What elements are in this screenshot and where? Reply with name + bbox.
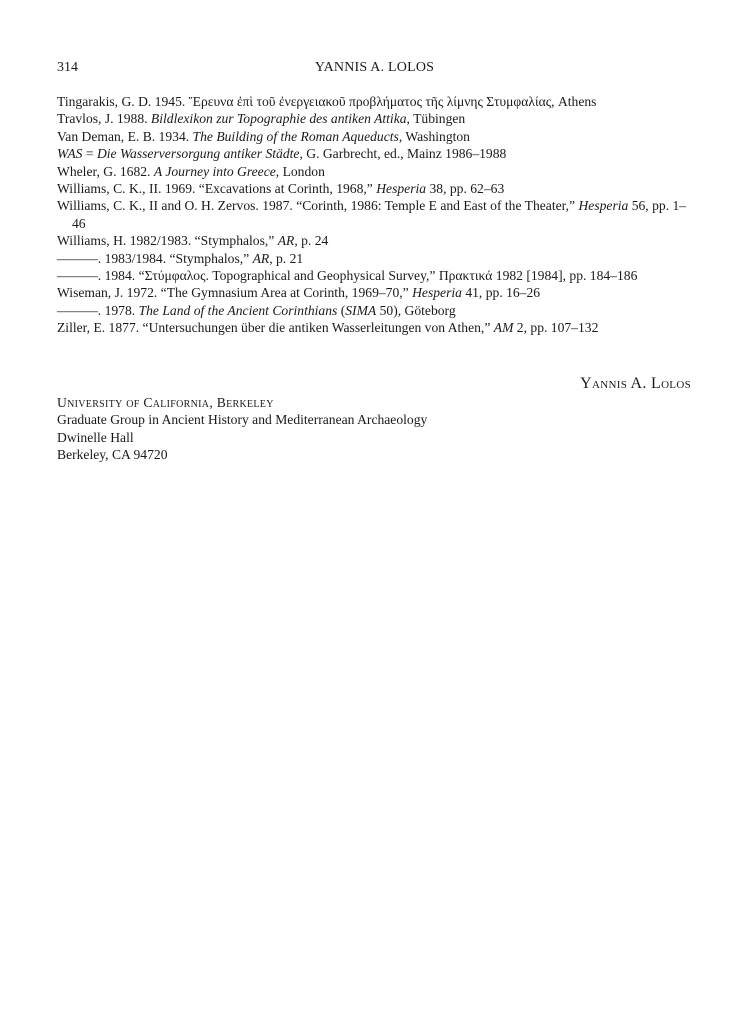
bibliography-text: 56, pp. 1–46: [72, 198, 687, 231]
bibliography-italic-text: Hesperia: [578, 198, 629, 214]
bibliography-entry: [57, 145, 697, 162]
bibliography-text: , Athens: [551, 94, 597, 109]
bibliography-text: Tingarakis, G. D. 1945.: [57, 94, 189, 109]
affiliation-city: Berkeley, CA 94720: [57, 447, 168, 463]
bibliography-text: Williams, C. K., II. 1969. “Excavations at Corinth, 1968,”: [57, 181, 377, 197]
bibliography-text: 38, pp. 62–63: [426, 181, 505, 197]
running-title: YANNIS A. LOLOS: [314, 60, 435, 75]
bibliography-entry: [57, 180, 697, 197]
bibliography-text: , Washington: [398, 128, 470, 144]
bibliography-text: , Tübingen: [406, 111, 466, 127]
bibliography-italic-text: WAS: [57, 146, 83, 162]
bibliography-italic-text: The Building of the Roman Aqueducts: [192, 128, 399, 144]
running-head: [57, 60, 692, 80]
bibliography-text: 50), Göteborg: [376, 302, 456, 318]
bibliography-text: ———. 1978.: [57, 302, 139, 318]
bibliography-entry: [57, 163, 697, 180]
affiliation-building: Dwinelle Hall: [57, 429, 134, 445]
affiliation-department: Graduate Group in Ancient History and Mediterranean Archaeology: [57, 412, 428, 428]
bibliography-text: 41, pp. 16–26: [461, 285, 541, 301]
bibliography-text: ———. 1983/1984. “Stymphalos,”: [57, 250, 253, 266]
bibliography-italic-text: Hesperia: [376, 181, 427, 197]
bibliography-text: , p. 24: [294, 233, 329, 249]
bibliography-text: , G. Garbrecht, ed., Mainz 1986–1988: [299, 146, 507, 162]
bibliography-text: (: [337, 302, 346, 318]
bibliography-text: , p. 21: [269, 250, 304, 266]
bibliography-entry: [57, 128, 697, 145]
bibliography-text: Ἔρευνα ἐπὶ τοῦ ἐνεργειακοῦ προβλήματος τῆς λίμνης Στυμφαλίας: [188, 94, 552, 109]
bibliography-italic-text: The Land of the Ancient Corinthians: [138, 302, 338, 318]
bibliography-italic-text: AR: [252, 250, 270, 266]
author-affiliation: [57, 394, 427, 464]
bibliography-italic-text: A Journey into Greece: [153, 163, 276, 179]
bibliography-entry: [57, 319, 697, 336]
affiliation-institution: University of California, Berkeley: [57, 395, 274, 410]
bibliography-text: Travlos, J. 1988.: [57, 111, 151, 127]
page-number: 314: [57, 60, 78, 75]
bibliography-italic-text: Die Wasserversorgung antiker Städte: [96, 146, 300, 162]
bibliography-entry: [57, 267, 697, 284]
bibliography-italic-text: AM: [493, 320, 514, 336]
bibliography-list: [57, 93, 697, 337]
bibliography-text: Van Deman, E. B. 1934.: [57, 128, 193, 144]
bibliography-entry: [57, 302, 697, 319]
author-signature: Yannis A. Lolos: [580, 375, 691, 392]
bibliography-text: 2, pp. 107–132: [513, 320, 599, 336]
bibliography-entry: [57, 232, 697, 249]
bibliography-text: ———. 1984. “Στύμφαλος. Topographical and Geophysical Survey,” Πρακτικά 1982 [1984], pp. 184–186: [57, 268, 638, 284]
bibliography-text: Williams, H. 1982/1983. “Stymphalos,”: [57, 233, 278, 249]
bibliography-text: Williams, C. K., II and O. H. Zervos. 1987. “Corinth, 1986: Temple E and East of the Theater,”: [57, 198, 579, 214]
bibliography-text: Wheler, G. 1682.: [57, 163, 154, 179]
bibliography-italic-text: AR: [277, 233, 295, 249]
bibliography-text: Ziller, E. 1877. “Untersuchungen über die antiken Wasserleitungen von Athen,”: [57, 320, 494, 336]
bibliography-italic-text: Hesperia: [412, 285, 462, 301]
bibliography-entry: [57, 110, 697, 127]
bibliography-entry: [57, 197, 697, 232]
bibliography-entry: [57, 93, 697, 110]
bibliography-entry: [57, 250, 697, 267]
bibliography-italic-text: Bildlexikon zur Topographie des antiken Attika: [150, 111, 407, 127]
bibliography-text: , London: [275, 163, 325, 179]
bibliography-text: Wiseman, J. 1972. “The Gymnasium Area at Corinth, 1969–70,”: [57, 285, 413, 301]
bibliography-text: =: [82, 146, 97, 162]
bibliography-italic-text: SIMA: [345, 302, 377, 318]
bibliography-entry: [57, 284, 697, 301]
